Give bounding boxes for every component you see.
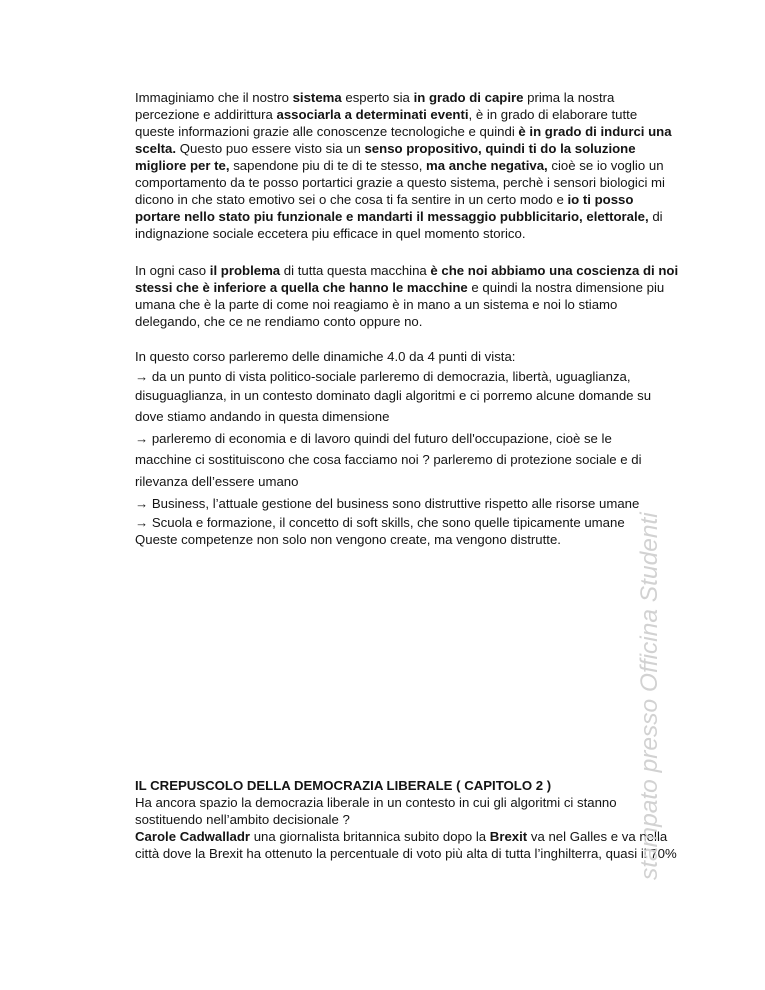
text-run: di indignazione sociale eccetera piu efficace in quel momento storico. xyxy=(135,209,663,241)
text-run: una giornalista britannica subito dopo la xyxy=(250,829,490,844)
bold-text-run: è in grado di indurci una scelta. xyxy=(135,124,672,156)
bold-text-run: il problema xyxy=(209,263,281,278)
bold-text-run: è che noi abbiamo una coscienza di noi stessi che è inferiore a quella che hanno le macchine xyxy=(135,263,679,295)
outline-line: → Scuola e formazione, il concetto di soft skills, che sono quelle tipicamente umane xyxy=(135,515,625,531)
outline-line: rilevanza dell’essere umano xyxy=(135,473,299,489)
outline-line: disuguaglianza, in un contesto dominato dagli algoritmi e ci porremo alcune domande su xyxy=(135,387,652,403)
chapter-title: IL CREPUSCOLO DELLA DEMOCRAZIA LIBERALE ( CAPITOLO 2 ) xyxy=(135,778,552,793)
outline-line: macchine ci sostituiscono che cosa facciamo noi ? parleremo di protezione sociale e di xyxy=(135,452,642,468)
paragraph-problem xyxy=(135,262,680,330)
bold-text-run: Brexit xyxy=(489,829,528,844)
watermark-text: stampato presso Officina Studenti xyxy=(636,512,663,880)
bold-text-run: in grado di capire xyxy=(413,90,524,105)
text-run: Immaginiamo che il nostro xyxy=(135,90,293,105)
text-run: esperto sia xyxy=(341,90,414,105)
bold-text-run: associarla a determinati eventi xyxy=(276,107,469,122)
text-run: prima la nostra percezione e addirittura xyxy=(135,90,615,122)
bold-text-run: sistema xyxy=(292,90,342,105)
outline-intro-line: In questo corso parleremo delle dinamiche 4.0 da 4 punti di vista: xyxy=(135,349,516,364)
chapter-section xyxy=(135,777,680,862)
chapter-question: Ha ancora spazio la democrazia liberale in un contesto in cui gli algoritmi ci stanno sostituendo nell’ambito decisionale ? xyxy=(135,795,617,827)
watermark xyxy=(635,512,675,880)
chapter-paragraph xyxy=(135,829,677,861)
text-run: In ogni caso xyxy=(135,263,210,278)
outline-line: → parleremo di economia e di lavoro quindi del futuro dell'occupazione, cioè se le xyxy=(135,430,612,446)
bold-text-run: Carole Cadwalladr xyxy=(135,829,251,844)
bold-text-run: io ti posso portare nello stato piu funzionale e mandarti il messaggio pubblicitario, elettorale, xyxy=(135,192,649,224)
bold-text-run: ma anche negativa, xyxy=(426,158,548,173)
paragraph-intro xyxy=(135,89,680,242)
outline-line: dove stiamo andando in questa dimensione xyxy=(135,409,390,425)
bold-text-run: senso propositivo, quindi ti do la soluzione migliore per te, xyxy=(135,141,636,173)
text-run: cioè se io voglio un comportamento da te posso portartici grazie a questo sistema, perchè i sensori biologici mi dicono in che stato emotivo sei o che cosa ti fa sentire in un certo modo e xyxy=(135,158,665,207)
text-run: di tutta questa macchina xyxy=(280,263,431,278)
outline-line: → Business, l’attuale gestione del business sono distruttive rispetto alle risorse umane xyxy=(135,495,640,511)
outline-line: → da un punto di vista politico-sociale parleremo di democrazia, libertà, uguaglianza, xyxy=(135,368,631,384)
text-run: e quindi la nostra dimensione piu umana che è la parte di come noi reagiamo è in mano a un sistema e noi lo stiamo delegando, che ce ne rendiamo conto oppure no. xyxy=(135,280,665,329)
course-outline xyxy=(135,346,680,548)
text-run: va nel Galles e va nella città dove la Brexit ha ottenuto la percentuale di voto più alta di tutta l’inghilterra, quasi il 70% xyxy=(135,829,677,861)
text-run: Questo puo essere visto sia un xyxy=(176,141,365,156)
text-run: sapendone piu di te di te stesso, xyxy=(229,158,427,173)
outline-line: Queste competenze non solo non vengono create, ma vengono distrutte. xyxy=(135,532,561,548)
text-run: , è in grado di elaborare tutte queste informazioni grazie alle conoscenze tecnologiche e quindi xyxy=(135,107,638,139)
